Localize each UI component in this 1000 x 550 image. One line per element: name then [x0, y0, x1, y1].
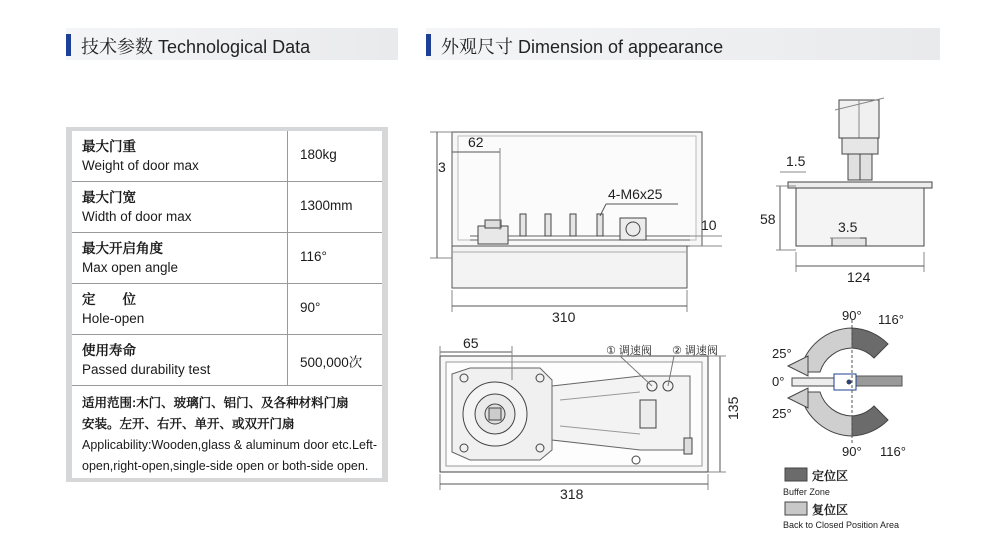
row-value: 116°	[300, 249, 327, 264]
angle-diagram	[788, 320, 902, 444]
dim-3: 3	[438, 159, 446, 175]
angle-116-bottom: 116°	[880, 444, 906, 459]
buffer-zone-swatch	[785, 468, 807, 481]
dim-318: 318	[560, 486, 584, 502]
applicability-cn-line: 适用范围:木门、玻璃门、铝门、及各种材料门扇	[82, 396, 349, 410]
buffer-zone-cn: 定位区	[812, 469, 849, 483]
dim-10: 10	[701, 217, 717, 233]
row-value: 1300mm	[300, 198, 353, 213]
dim-135: 135	[725, 396, 741, 420]
row-value: 180kg	[300, 147, 337, 162]
dim-1-5: 1.5	[786, 153, 806, 169]
end-view-drawing	[776, 98, 932, 272]
applicability-en-line: Applicability:Wooden,glass & aluminum door etc.Left-	[82, 438, 378, 452]
label-en: Weight of door max	[82, 158, 199, 173]
dim-65: 65	[463, 335, 479, 351]
applicability-cn-line: 安装。左开、右开、单开、或双开门扇	[82, 417, 295, 431]
back-closed-cn: 复位区	[812, 503, 849, 517]
back-closed-swatch	[785, 502, 807, 515]
row-value: 90°	[300, 300, 321, 315]
angle-90-bottom: 90°	[842, 444, 862, 459]
label-en: Width of door max	[82, 209, 192, 224]
applicability-en-line: open,right-open,single-side open or both-side open.	[82, 459, 369, 473]
screw-spec: 4-M6x25	[608, 186, 663, 202]
label-en: Hole-open	[82, 311, 145, 326]
buffer-zone-en: Buffer Zone	[783, 487, 830, 497]
label-cn: 最大门重	[82, 139, 136, 154]
valve-2-label: ② 调速阀	[672, 345, 718, 357]
header-title: 技术参数 Technological Data	[81, 37, 311, 57]
row-value: 500,000次	[300, 355, 363, 370]
header-title: 外观尺寸 Dimension of appearance	[441, 37, 724, 57]
angle-25-bottom: 25°	[772, 406, 792, 421]
top-view-drawing	[440, 346, 726, 490]
side-view-drawing	[430, 132, 722, 312]
dim-62: 62	[468, 134, 484, 150]
label-en: Max open angle	[82, 260, 179, 275]
angle-25-top: 25°	[772, 346, 792, 361]
dim-3-5: 3.5	[838, 219, 858, 235]
label-cn: 定 位	[82, 292, 136, 307]
back-closed-en: Back to Closed Position Area	[783, 520, 900, 530]
dim-310: 310	[552, 309, 576, 325]
label-cn: 使用寿命	[82, 343, 136, 358]
dim-58: 58	[760, 211, 776, 227]
valve-1-label: ① 调速阀	[606, 345, 652, 357]
angle-90-top: 90°	[842, 308, 862, 323]
label-en: Passed durability test	[82, 362, 211, 377]
label-cn: 最大门宽	[82, 190, 136, 205]
angle-116-top: 116°	[878, 312, 904, 327]
angle-0: 0°	[772, 374, 785, 389]
label-cn: 最大开启角度	[82, 241, 163, 256]
dim-124: 124	[847, 269, 871, 285]
